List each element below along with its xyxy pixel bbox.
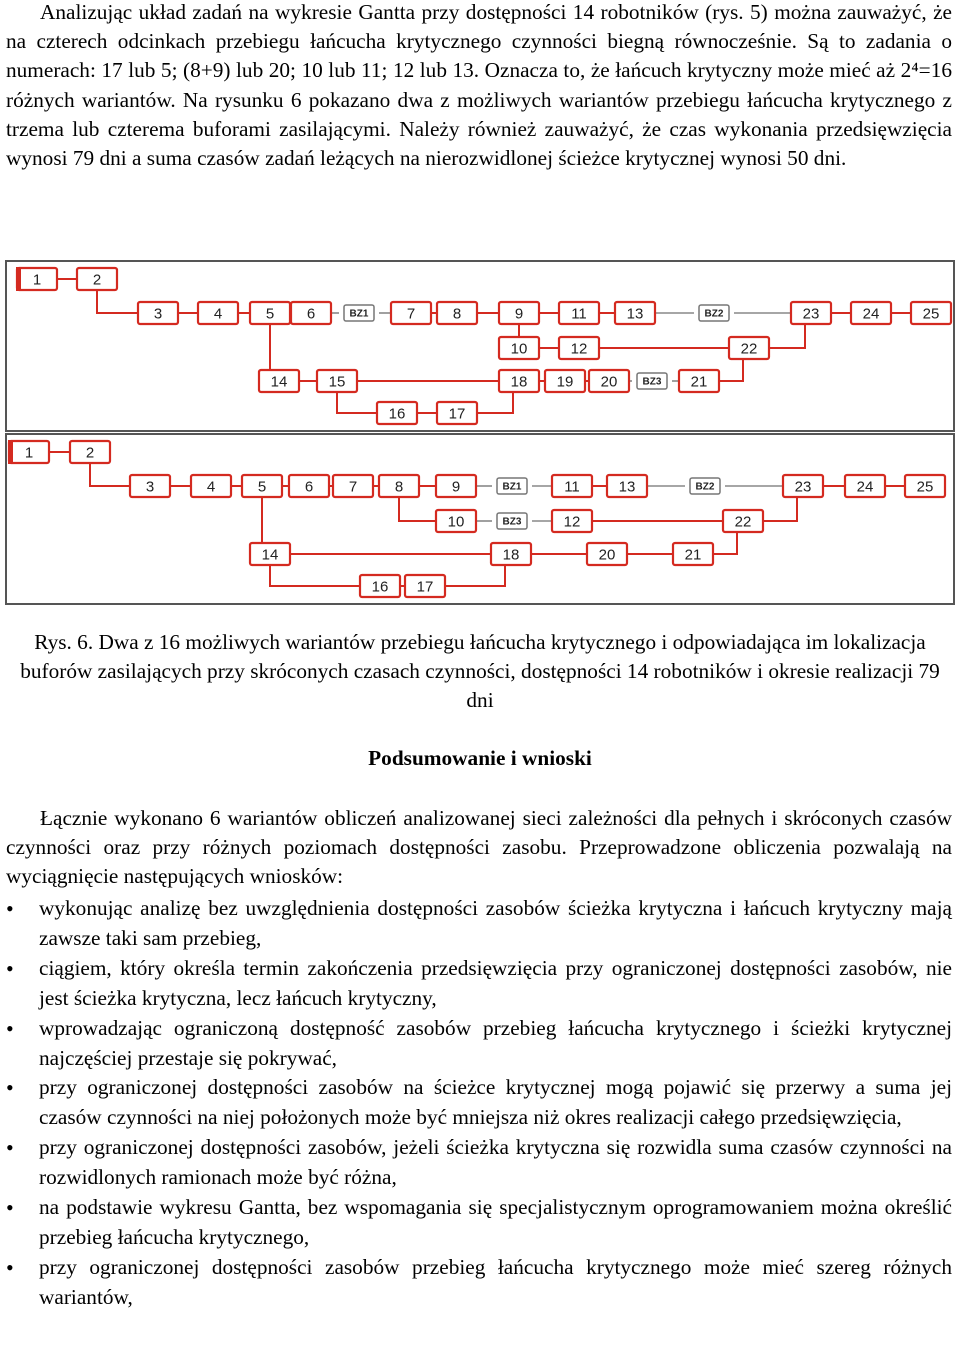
node-label: 20 [600, 373, 618, 391]
node-label: 9 [514, 305, 524, 323]
node-label: 14 [261, 546, 279, 564]
task-node [77, 268, 117, 290]
diagram-1-canvas [7, 262, 953, 430]
node-label: 10 [510, 340, 528, 358]
node-label: BZ1 [502, 481, 522, 493]
task-node [259, 370, 299, 392]
critical-chain-diagram-variant-2 [5, 433, 955, 605]
task-node [607, 475, 647, 497]
node-label: 12 [570, 340, 588, 358]
dependency-arrow [90, 463, 130, 486]
dependency-arrow [445, 565, 505, 586]
dependency-arrow [477, 392, 513, 413]
node-label: 2 [85, 444, 95, 462]
feeding-buffer-node [344, 305, 374, 321]
node-label: 16 [371, 578, 389, 596]
feeding-buffer-node [690, 478, 720, 494]
node-label: 24 [856, 478, 874, 496]
node-label: 23 [802, 305, 820, 323]
node-label: 22 [734, 513, 752, 531]
node-label: 19 [556, 373, 574, 391]
task-node [499, 302, 539, 324]
task-node [377, 402, 417, 424]
feeding-buffer-node [497, 513, 527, 529]
node-label: BZ2 [704, 308, 724, 320]
node-label: 11 [564, 478, 580, 496]
dependency-arrow [719, 359, 743, 381]
node-label: 8 [452, 305, 462, 323]
task-node [291, 302, 331, 324]
node-label: 12 [563, 513, 581, 531]
task-node [242, 475, 282, 497]
task-node [360, 575, 400, 597]
task-node [317, 370, 357, 392]
figure-caption: Rys. 6. Dwa z 16 możliwych wariantów przebiegu łańcucha krytycznego i odpowiadająca im lokalizacja buforów zasilających przy skróconych czasach czynności, dostępności 14 robotników i okresie realizacji 79 dni [20, 630, 940, 713]
node-label: 13 [626, 305, 644, 323]
dependency-arrow [337, 392, 377, 413]
task-node [130, 475, 170, 497]
task-node [289, 475, 329, 497]
task-node [589, 370, 629, 392]
node-label: 23 [794, 478, 812, 496]
task-node [16, 267, 57, 291]
node-label: 18 [502, 546, 520, 564]
node-label: 7 [348, 478, 358, 496]
feeding-buffer-node [497, 478, 527, 494]
node-label: 2 [92, 271, 102, 289]
node-label: 7 [406, 305, 416, 323]
node-label: 6 [304, 478, 314, 496]
task-node [499, 370, 539, 392]
task-node [673, 543, 713, 565]
dependency-arrow [97, 290, 138, 313]
node-label: 1 [32, 271, 42, 289]
conclusion-item: • przy ograniczonej dostępności zasobów, jeżeli ścieżka krytyczna się rozwidla suma czasów czynności na rozwidlonych ramionach może być różna, [6, 1133, 952, 1193]
dependency-arrow [769, 324, 805, 348]
task-node [587, 543, 627, 565]
node-label: 14 [270, 373, 288, 391]
task-node [437, 302, 477, 324]
conclusion-item: • przy ograniczonej dostępności zasobów przebieg łańcucha krytycznego może mieć szereg różnych wariantów, [6, 1253, 952, 1313]
task-node [379, 475, 419, 497]
dependency-arrow [270, 565, 360, 586]
task-node [545, 370, 585, 392]
task-node [191, 475, 231, 497]
task-node [552, 475, 592, 497]
task-node [679, 370, 719, 392]
task-node [552, 510, 592, 532]
task-node [436, 510, 476, 532]
dependency-arrow [713, 532, 737, 554]
conclusion-item: • wprowadzając ograniczoną dostępność zasobów przebieg łańcucha krytycznego i ścieżki krytycznej najczęściej przestaje się pokrywać, [6, 1014, 952, 1074]
node-label: 24 [862, 305, 880, 323]
task-node [615, 302, 655, 324]
task-node [723, 510, 763, 532]
task-node [250, 302, 290, 324]
conclusion-item: • ciągiem, który określa termin zakończenia przedsięwzięcia przy ograniczonej dostępności zasobów, nie jest ścieżka krytyczna, lecz łańcuch krytyczny, [6, 954, 952, 1014]
intro-paragraph: Analizując układ zadań na wykresie Gantta przy dostępności 14 robotników (rys. 5) można zauważyć, że na czterech odcinkach przebiegu łańcucha krytycznego czynności biegną równocześnie. Są to zadania o numerach: 17 lub 5; (8+9) lub 20; 10 lub 11; 12 lub 13. Oznacza to, że łańcuch krytyczny może mieć aż 2⁴=16 różnych wariantów. Na rysunku 6 pokazano dwa z możliwych wariantów przebiegu łańcucha krytycznego z trzema lub czterema buforami zasilającymi. Należy również zauważyć, że czas wykonania przedsięwzięcia wynosi 79 dni a suma czasów zadań leżących na nierozwidlonej ścieżce krytycznej wynosi 50 dni. [6, 0, 952, 171]
node-label: 4 [213, 305, 223, 323]
dependency-arrow [399, 497, 436, 521]
task-node [250, 543, 290, 565]
conclusions-list [6, 894, 952, 1313]
task-node [851, 302, 891, 324]
task-node [391, 302, 431, 324]
node-label: 5 [265, 305, 275, 323]
task-node [791, 302, 831, 324]
node-label: 11 [571, 305, 587, 323]
node-label: 17 [416, 578, 434, 596]
feeding-buffer-node [699, 305, 729, 321]
node-label: 22 [740, 340, 758, 358]
node-label: 25 [922, 305, 940, 323]
diagram-2-canvas [7, 435, 953, 603]
node-label: BZ1 [349, 308, 369, 320]
conclusion-item: • przy ograniczonej dostępności zasobów na ścieżce krytycznej mogą pojawić się przerwy a suma jej czasów czynności na niej położonych może być mniejsza niż okres realizacji całego przedsięwzięcia, [6, 1073, 952, 1133]
node-label: 21 [684, 546, 702, 564]
node-label: 6 [306, 305, 316, 323]
node-label: 20 [598, 546, 616, 564]
task-node [911, 302, 951, 324]
task-node [436, 475, 476, 497]
node-label: 3 [153, 305, 163, 323]
task-node [905, 475, 945, 497]
node-label: 15 [328, 373, 346, 391]
task-node [845, 475, 885, 497]
node-label: 9 [451, 478, 461, 496]
section-heading: Podsumowanie i wnioski [368, 746, 592, 770]
conclusion-item: • wykonując analizę bez uwzględnienia dostępności zasobów ścieżka krytyczna i łańcuch krytyczny mają zawsze taki sam przebieg, [6, 894, 952, 954]
feeding-buffer-node [637, 373, 667, 389]
task-node [491, 543, 531, 565]
node-label: BZ2 [695, 481, 715, 493]
node-label: 25 [916, 478, 934, 496]
node-label: 8 [394, 478, 404, 496]
node-label: 18 [510, 373, 528, 391]
summary-paragraph: Łącznie wykonano 6 wariantów obliczeń analizowanej sieci zależności dla pełnych i skróconych czasów czynności oraz przy różnych poziomach dostępności zasobu. Przeprowadzone obliczenia pozwalają na wyciągnięcie następujących wniosków: [6, 806, 952, 889]
node-label: 3 [145, 478, 155, 496]
node-label: 4 [206, 478, 216, 496]
task-node [8, 440, 49, 464]
critical-chain-diagram-variant-1 [5, 260, 955, 432]
task-node [783, 475, 823, 497]
dependency-arrow [763, 497, 797, 521]
node-label: 5 [257, 478, 267, 496]
task-node [559, 302, 599, 324]
task-node [138, 302, 178, 324]
node-label: 1 [24, 444, 34, 462]
node-label: 10 [447, 513, 465, 531]
conclusion-item: • na podstawie wykresu Gantta, bez wspomagania się specjalistycznym oprogramowaniem można określić przebieg łańcucha krytycznego, [6, 1193, 952, 1253]
task-node [405, 575, 445, 597]
node-label: BZ3 [502, 516, 522, 528]
node-label: BZ3 [642, 376, 662, 388]
node-label: 13 [618, 478, 636, 496]
task-node [333, 475, 373, 497]
task-node [198, 302, 238, 324]
node-label: 17 [448, 405, 466, 423]
task-node [437, 402, 477, 424]
node-label: 21 [690, 373, 708, 391]
task-node [70, 441, 110, 463]
node-label: 16 [388, 405, 406, 423]
task-node [729, 337, 769, 359]
task-node [559, 337, 599, 359]
task-node [499, 337, 539, 359]
